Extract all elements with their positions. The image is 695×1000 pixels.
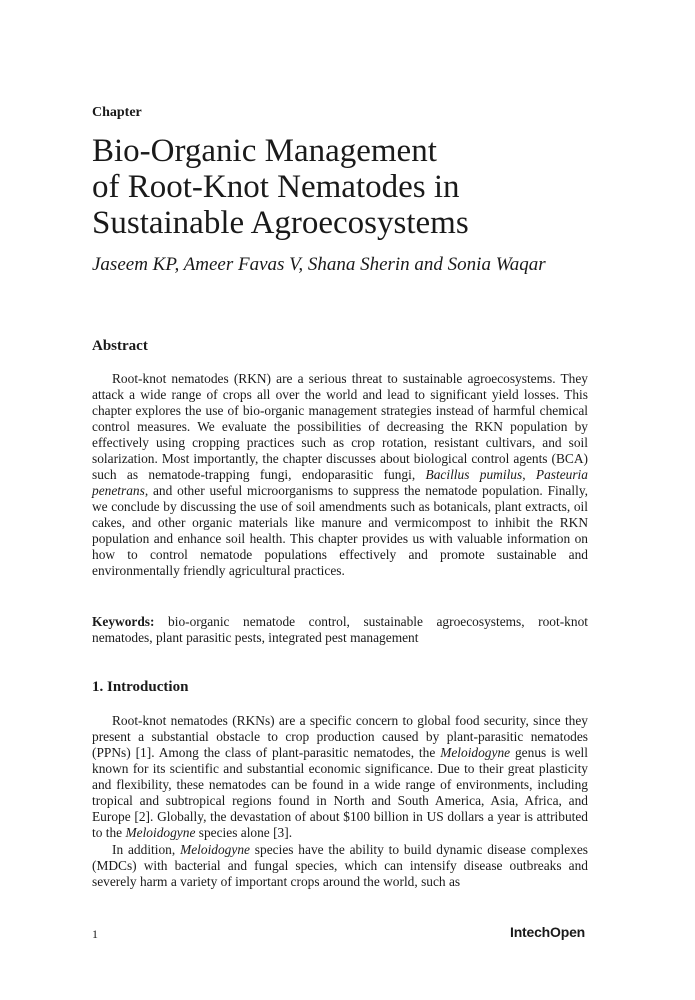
- chapter-title: [92, 133, 612, 241]
- genus-name: Meloidogyne: [440, 745, 511, 760]
- title-line: of Root-Knot Nematodes in: [92, 169, 460, 205]
- introduction-paragraph: Root-knot nematodes (RKNs) are a specific concern to global food security, since they present a substantial obstacle to crop production caused by plant-parasitic nematodes (PPNs) [1]. Among the class of plant-parasitic nematodes, the Meloidogyne genus is well known for its scientific and substantial economic significance. Due to their great plasticity and flexibility, these nematodes can be found in a wide range of environments, including tropical and subtropical regions found in North and South America, Asia, Africa, and Europe [2]. Globally, the devastation of about $100 billion in US dollars a year is attributed to the Meloidogyne species alone [3].: [92, 713, 588, 840]
- chapter-label: Chapter: [92, 105, 142, 120]
- authors: Jaseem KP, Ameer Favas V, Shana Sherin and Sonia Waqar: [92, 254, 546, 275]
- introduction-heading: 1. Introduction: [92, 679, 189, 695]
- genus-name: Meloidogyne: [180, 842, 250, 857]
- title-line: Bio-Organic Management: [92, 133, 437, 169]
- abstract-text: Root-knot nematodes (RKN) are a serious threat to sustainable agroecosystems. They attack a wide range of crops all over the world and lead to significant yield losses. This chapter explores the use of bio-organic management strategies instead of harmful chemical control measures. We evaluate the possibilities of decreasing the RKN population by effectively using cropping practices such as crop rotation, resistant cultivars, and soil solarization. Most importantly, the chapter discusses about biological control agents (BCA) such as nematode-trapping fungi, endoparasitic fungi, Bacillus pumilus, Pasteuria penetrans, and other useful microorganisms to suppress the nematode population. Finally, we conclude by discussing the use of soil amendments such as botanicals, plant extracts, oil cakes, and other organic materials like manure and vermicompost to inhibit the RKN population and enhance soil health. This chapter provides us with valuable information on how to control nematode populations effectively and promote sustainable and environmentally friendly agricultural practices.: [92, 371, 588, 578]
- page-number: 1: [92, 927, 98, 941]
- title-line: Sustainable Agroecosystems: [92, 205, 469, 241]
- abstract-heading: Abstract: [92, 338, 148, 354]
- keywords-label: Keywords:: [92, 614, 155, 629]
- publisher-logo: IntechOpen: [510, 924, 586, 940]
- genus-name: Meloidogyne: [125, 825, 196, 840]
- species-name: Pasteuria penetrans: [92, 467, 588, 498]
- keywords: [92, 614, 588, 646]
- species-name: Bacillus pumilus: [425, 467, 523, 482]
- introduction-paragraph: In addition, Meloidogyne species have the ability to build dynamic disease complexes (MDCs) with bacterial and fungal species, which can intensify disease outbreaks and severely harm a variety of important crops around the world, such as: [92, 842, 588, 889]
- keywords-text: bio-organic nematode control, sustainable agroecosystems, root-knot nematodes, plant parasitic pests, integrated pest management: [92, 614, 588, 645]
